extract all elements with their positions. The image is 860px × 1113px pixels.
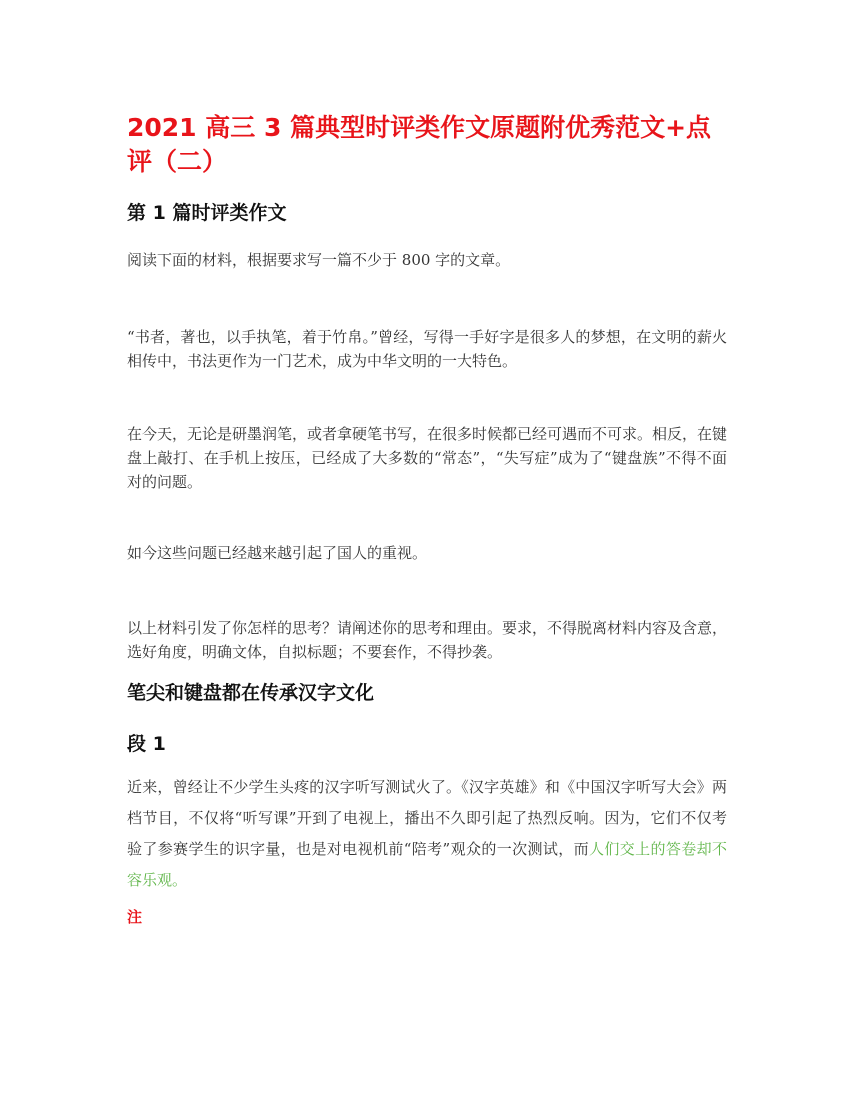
- prompt-paragraph-3: 在今天，无论是研墨润笔，或者拿硬笔书写，在很多时候都已经可遇而不可求。相反，在键盘上敲打、在手机上按压，已经成了大多数的“常态”，“失写症”成为了“键盘族”不得不面对的问题。: [127, 425, 728, 491]
- prompt-paragraph-4: 如今这些问题已经越来越引起了国人的重视。: [127, 544, 428, 562]
- essay-title: 笔尖和键盘都在传承汉字文化: [127, 682, 375, 704]
- prompt-paragraph-1: 阅读下面的材料，根据要求写一篇不少于 800 字的文章。: [127, 251, 511, 269]
- essay-paragraph: [127, 772, 727, 896]
- essay-paragraph-highlight: 人们交上的答卷却不容乐观。: [127, 840, 727, 889]
- document-title: 2021 高三 3 篇典型时评类作文原题附优秀范文+点评（二）: [127, 113, 712, 176]
- prompt-paragraph-5: 以上材料引发了你怎样的思考？请阐述你的思考和理由。要求，不得脱离材料内容及含意，选好角度，明确文体，自拟标题；不要套作，不得抄袭。: [127, 619, 728, 661]
- paragraph-label: 段 1: [127, 733, 166, 755]
- essay-paragraph-text: 近来，曾经让不少学生头疼的汉字听写测试火了。《汉字英雄》和《中国汉字听写大会》两档节目，不仅将“听写课”开到了电视上，播出不久即引起了热烈反响。因为，它们不仅考验了参赛学生的识字量，也是对电视机前“陪考”观众的一次测试，而: [127, 778, 727, 858]
- section-heading: 第 1 篇时评类作文: [127, 202, 287, 224]
- note-label: 注: [127, 908, 143, 926]
- prompt-paragraph-2: “书者，著也，以手执笔，着于竹帛。”曾经，写得一手好字是很多人的梦想，在文明的薪火相传中，书法更作为一门艺术，成为中华文明的一大特色。: [127, 328, 727, 370]
